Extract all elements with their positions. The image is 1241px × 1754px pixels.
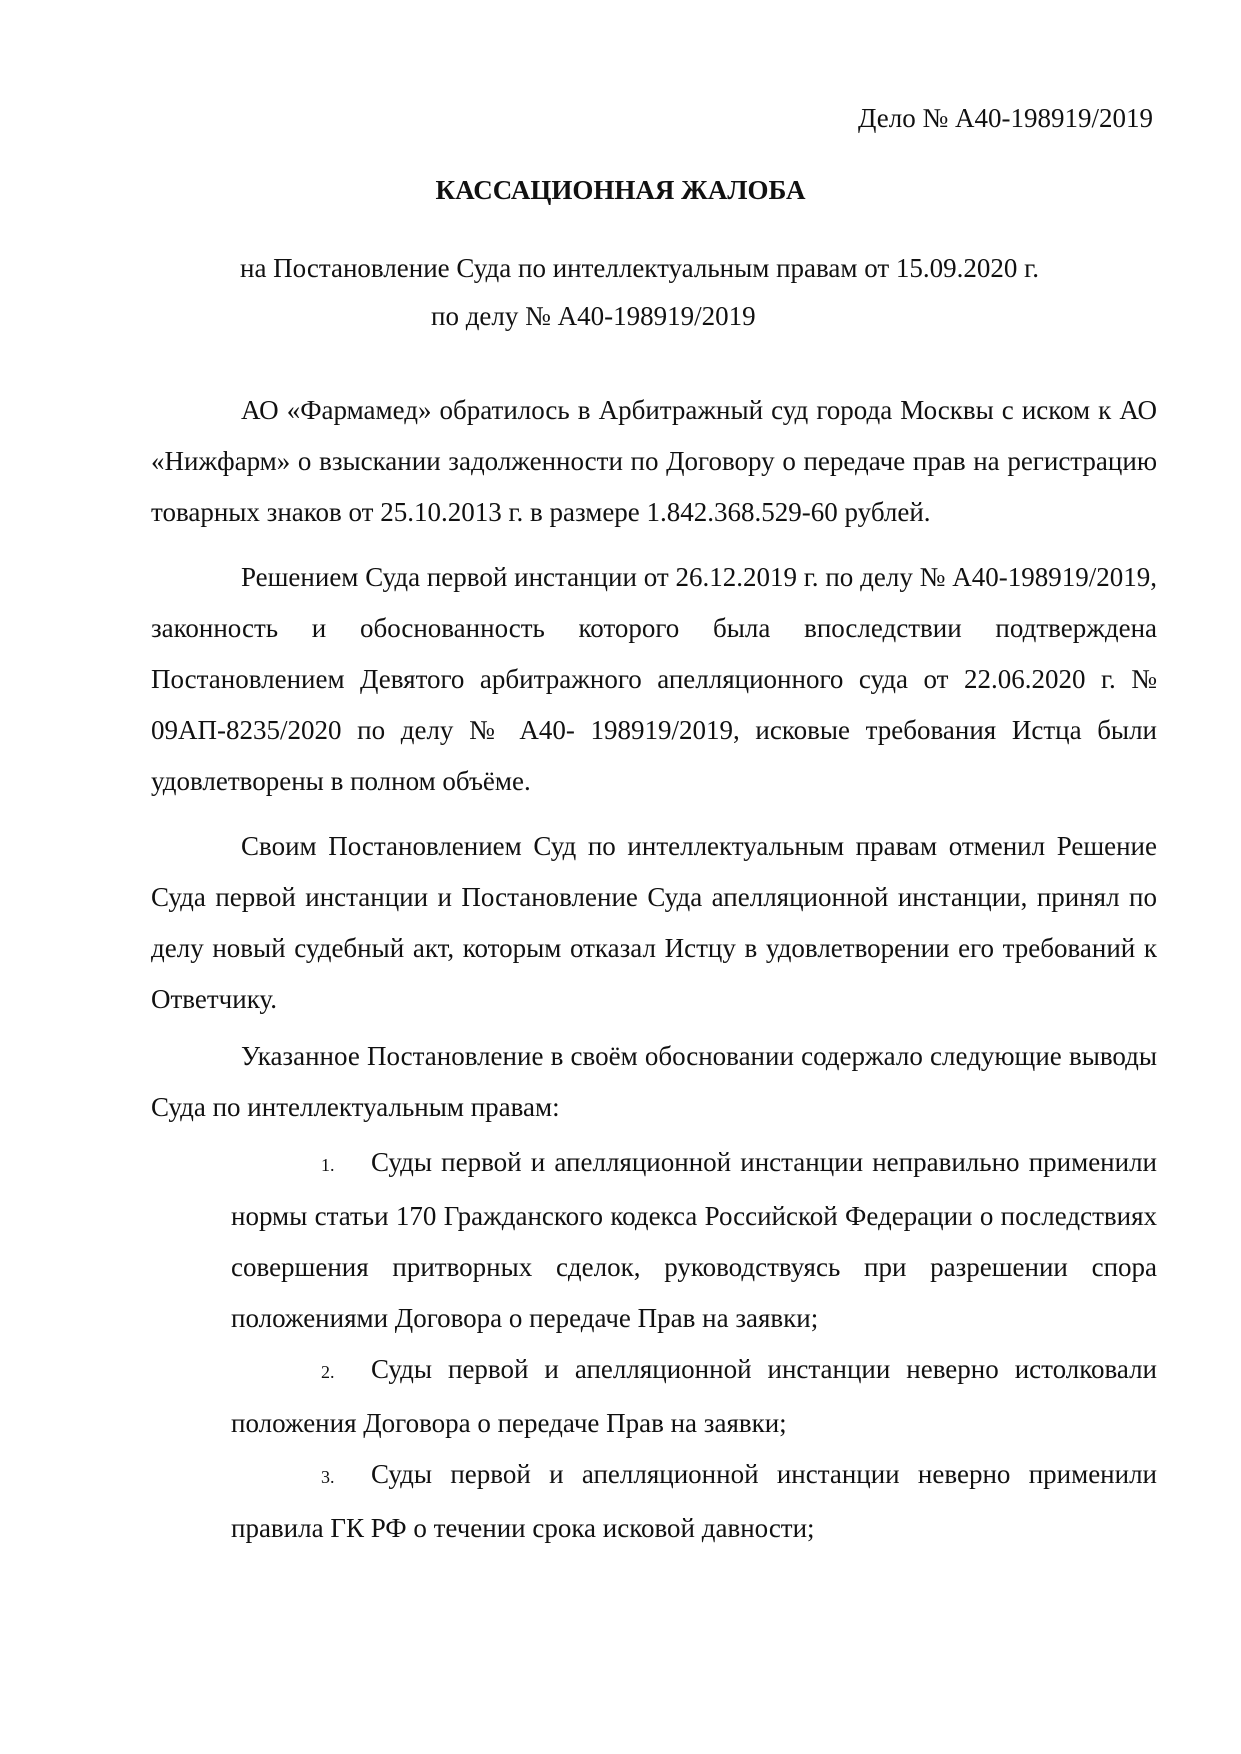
list-item-number: 2.: [321, 1362, 335, 1382]
list-item-text: Суды первой и апелляционной инстанции неверно применили правила ГК РФ о течении срока исковой давности;: [231, 1459, 1157, 1543]
list-item-text: Суды первой и апелляционной инстанции неверно истолковали положения Договора о передаче Прав на заявки;: [231, 1354, 1157, 1438]
numbered-list: [151, 1137, 1157, 1554]
subtitle-line-1: на Постановление Суда по интеллектуальным правам от 15.09.2020 г.: [240, 253, 1039, 283]
list-item: [231, 1449, 1157, 1554]
paragraph: АО «Фармамед» обратилось в Арбитражный суд города Москвы с иском к АО «Нижфарм» о взыскании задолженности по Договору о передаче прав на регистрацию товарных знаков от 25.10.2013 г. в размере 1.842.368.529-60 рублей.: [151, 395, 1157, 527]
list-item: [231, 1137, 1157, 1344]
subtitle-line-2: по делу № А40-198919/2019: [431, 301, 756, 331]
document-body: [151, 385, 1157, 1554]
list-item-number: 1.: [321, 1155, 335, 1175]
case-number: Дело № А40-198919/2019: [858, 103, 1153, 133]
paragraph: Указанное Постановление в своём обосновании содержало следующие выводы Суда по интеллектуальным правам:: [151, 1041, 1157, 1122]
list-item-text: Суды первой и апелляционной инстанции неправильно применили нормы статьи 170 Гражданского кодекса Российской Федерации о последствиях совершения притворных сделок, руководствуясь при разрешении спора положениями Договора о передаче Прав на заявки;: [231, 1147, 1157, 1333]
document-subtitle: [240, 244, 1140, 340]
paragraph: Своим Постановлением Суд по интеллектуальным правам отменил Решение Суда первой инстанции и Постановление Суда апелляционной инстанции, принял по делу новый судебный акт, которым отказал Истцу в удовлетворении его требований к Ответчику.: [151, 831, 1157, 1014]
list-item: [231, 1344, 1157, 1449]
paragraph: Решением Суда первой инстанции от 26.12.2019 г. по делу № А40-198919/2019, законность и обоснованность которого была впоследствии подтверждена Постановлением Девятого арбитражного апелляционного суда от 22.06.2020 г. № 09АП-8235/2020 по делу № А40- 198919/2019, исковые требования Истца были удовлетворены в полном объёме.: [151, 562, 1157, 796]
list-item-number: 3.: [321, 1467, 335, 1487]
document-title: КАССАЦИОННАЯ ЖАЛОБА: [435, 175, 806, 205]
